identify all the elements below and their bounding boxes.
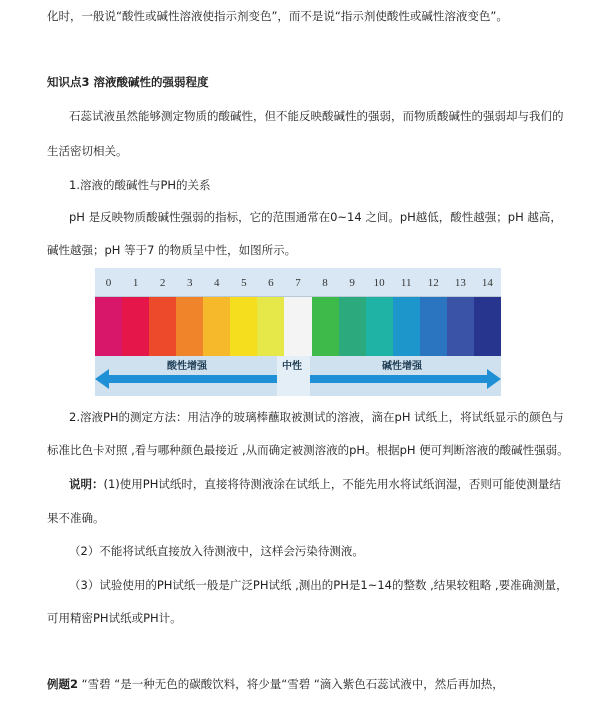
note-text: (1)使用PH试纸时，直接将待测液涂在试纸上，不能先用水将试纸润湿，否则可能使测量结 (103, 477, 561, 491)
paragraph-line: 2.溶液PH的测定方法：用洁净的玻璃棒蘸取被测试的溶液，滴在pH 试纸上，将试纸显示的颜色与 (69, 410, 564, 424)
ph-number: 5 (241, 277, 247, 289)
ph-number: 1 (132, 277, 139, 289)
ph-swatch (339, 297, 366, 357)
ph-number: 9 (349, 277, 355, 289)
example-label: 例题2 (47, 677, 79, 691)
ph-number: 2 (159, 277, 166, 289)
paragraph-line: 标准比色卡对照 ,看与哪种颜色最接近 ,从而确定被测溶液的pH。根据pH 便可判断溶液的酸碱性强弱。 (47, 443, 569, 457)
paragraph-line: pH 是反映物质酸碱性强弱的指标，它的范围通常在0~14 之间。pH越低，酸性越强；pH 越高， (69, 210, 562, 224)
ph-number: 6 (268, 277, 274, 289)
ph-number: 11 (400, 277, 412, 289)
ph-swatch (393, 297, 420, 357)
paragraph-line: （2）不能将试纸直接放入待测液中，这样会污染待测液。 (69, 544, 364, 558)
subheading: 1.溶液的酸碱性与PH的关系 (69, 178, 211, 192)
ph-swatch (122, 297, 149, 357)
ph-number: 8 (322, 277, 328, 289)
ph-number: 3 (186, 277, 193, 289)
paragraph-line: 可用精密PH试纸或PH计。 (47, 611, 182, 625)
ph-swatch (366, 297, 393, 357)
ph-swatch (284, 297, 311, 357)
ph-number: 4 (214, 277, 220, 289)
ph-swatch (312, 297, 339, 357)
ph-swatch (95, 297, 122, 357)
paragraph-line: 碱性越强；pH 等于7 的物质呈中性，如图所示。 (47, 243, 297, 257)
ph-swatch (203, 297, 230, 357)
acid-label: 酸性增强 (167, 361, 207, 372)
ph-swatch (230, 297, 257, 357)
ph-swatch (149, 297, 176, 357)
ph-swatch (447, 297, 474, 357)
ph-swatch (257, 297, 284, 357)
neutral-label: 中性 (282, 361, 302, 372)
base-label: 碱性增强 (382, 361, 422, 372)
paragraph-line: 石蕊试液虽然能够测定物质的酸碱性，但不能反映酸碱性的强弱，而物质酸碱性的强弱却与我们的 (69, 109, 564, 123)
ph-number: 14 (481, 277, 493, 289)
ph-swatch (176, 297, 203, 357)
ph-color-row (95, 296, 501, 357)
ph-number: 10 (373, 277, 385, 289)
ph-number: 7 (295, 277, 301, 289)
paragraph-line: （3）试验使用的PH试纸一般是广泛PH试纸 ,测出的PH是1~14的整数 ,结果较粗略 ,要准确测量， (69, 578, 568, 592)
paragraph-line: 果不准确。 (47, 511, 105, 525)
ph-number: 12 (427, 277, 439, 289)
note-line (69, 476, 561, 492)
ph-swatch (474, 297, 501, 357)
ph-number-row (95, 272, 501, 294)
note-label: 说明： (69, 477, 104, 491)
ph-scale-figure (95, 268, 501, 396)
paragraph-line: 化时，一般说“酸性或碱性溶液使指示剂变色”，而不是说“指示剂使酸性或碱性溶液变色”。 (47, 9, 508, 23)
example-text: “雪碧 “是一种无色的碳酸饮料，将少量“雪碧 “滴入紫色石蕊试液中，然后再加热， (78, 677, 504, 691)
example-line (47, 676, 504, 692)
paragraph-line: 生活密切相关。 (47, 144, 128, 158)
ph-number: 0 (105, 277, 112, 289)
section-heading: 知识点3 溶液酸碱性的强弱程度 (47, 75, 209, 89)
ph-number: 13 (454, 277, 466, 289)
ph-swatch (420, 297, 447, 357)
